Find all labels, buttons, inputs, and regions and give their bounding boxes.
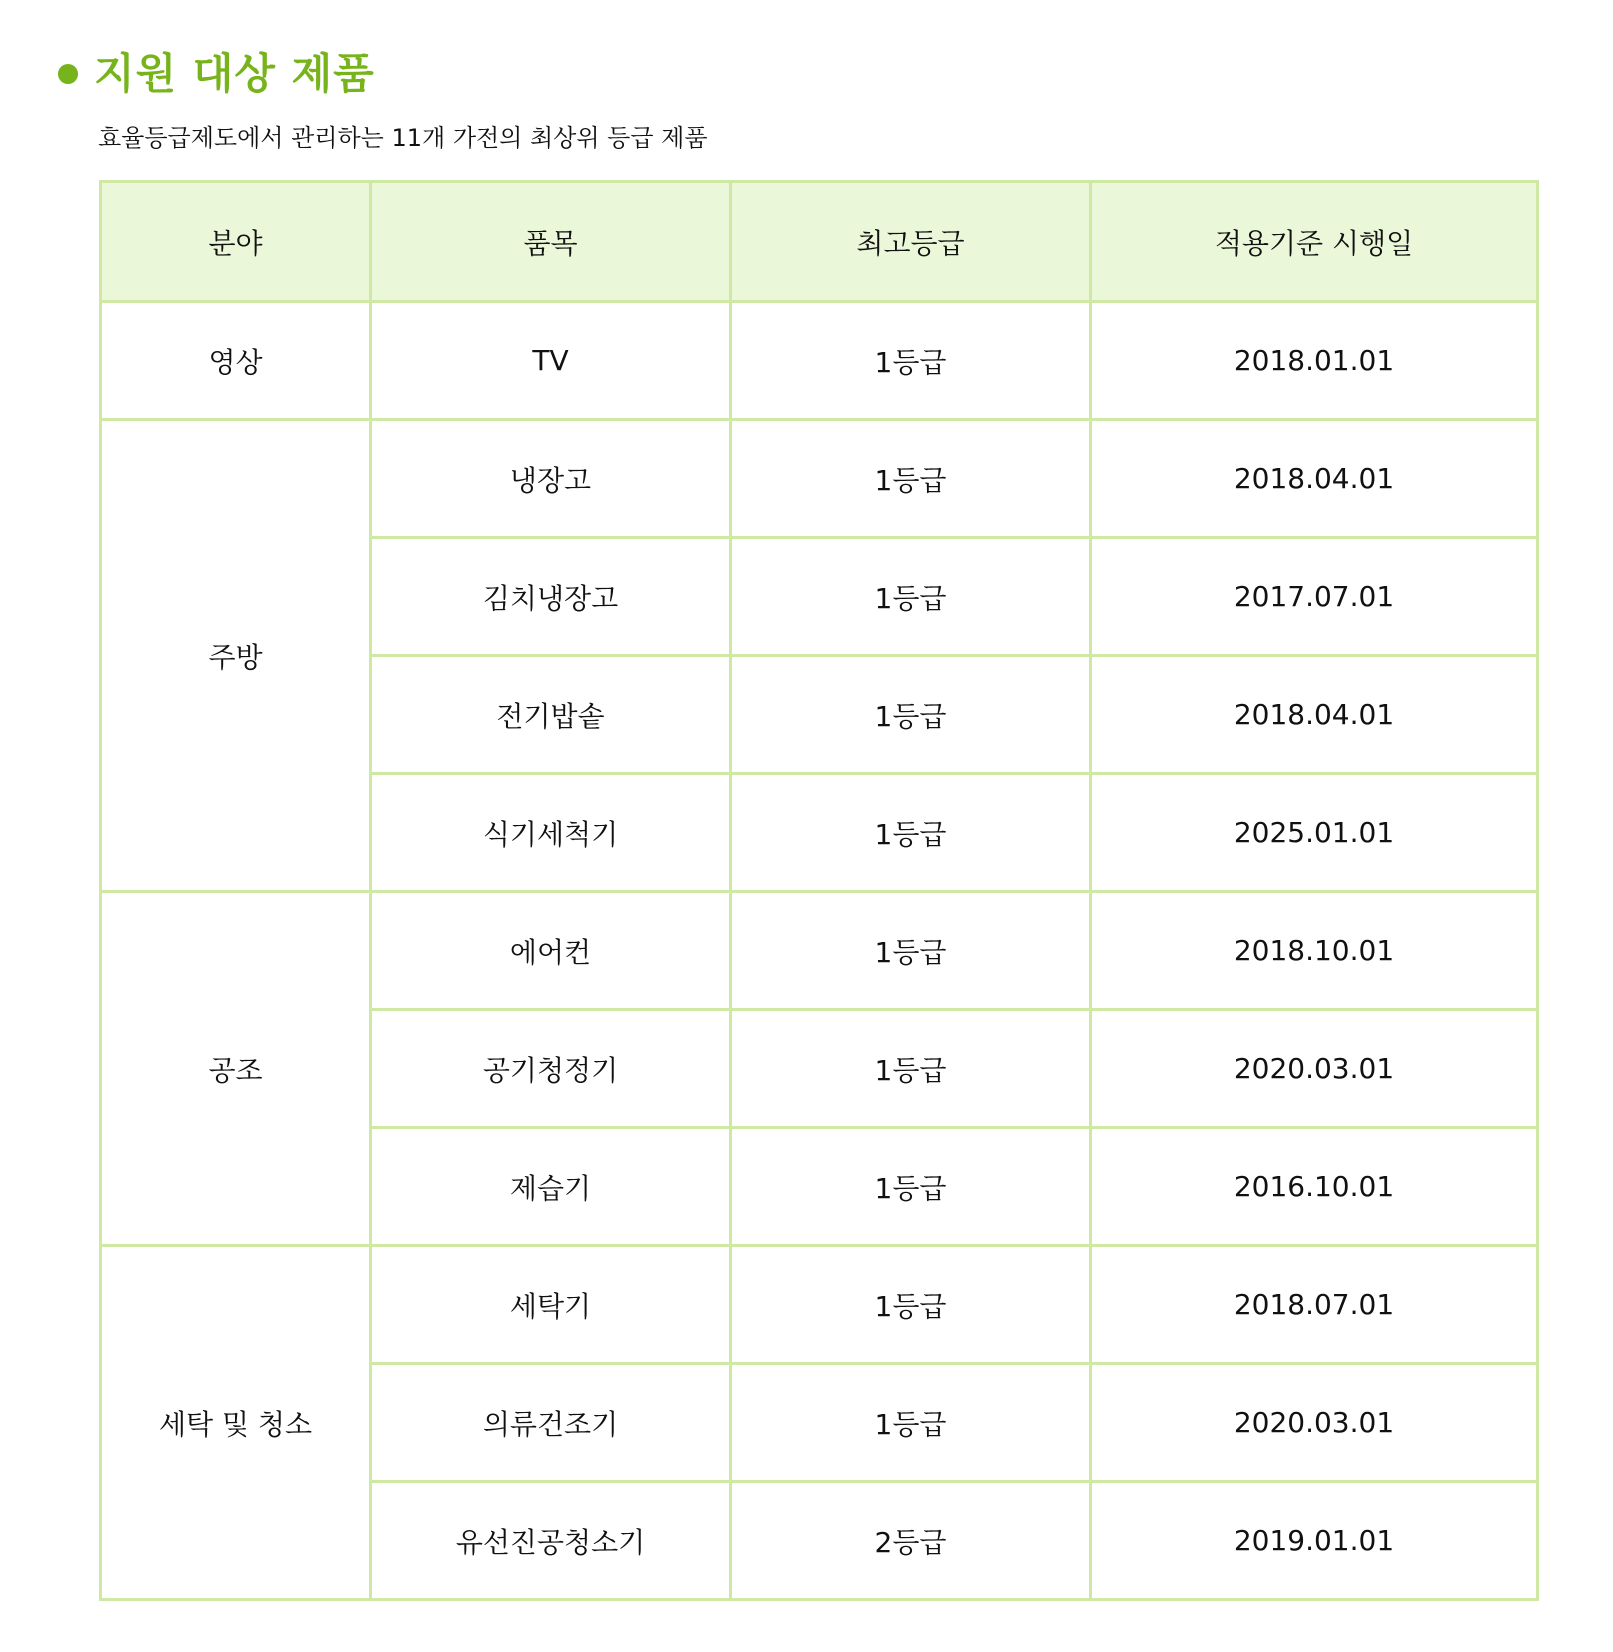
- item-cell: 김치냉장고: [371, 538, 731, 656]
- category-cell: 세탁 및 청소: [101, 1246, 371, 1600]
- item-cell: 세탁기: [371, 1246, 731, 1364]
- header-date: 적용기준 시행일: [1091, 182, 1538, 302]
- category-cell: 공조: [101, 892, 371, 1246]
- grade-cell: 1등급: [731, 1010, 1091, 1128]
- bullet-icon: [58, 64, 78, 84]
- grade-cell: 1등급: [731, 538, 1091, 656]
- item-cell: 제습기: [371, 1128, 731, 1246]
- item-cell: 유선진공청소기: [371, 1482, 731, 1600]
- item-cell: 의류건조기: [371, 1364, 731, 1482]
- products-table: [99, 180, 1539, 1601]
- section-title: 지원 대상 제품: [94, 49, 375, 98]
- item-cell: 식기세척기: [371, 774, 731, 892]
- table-row: [101, 420, 1538, 538]
- item-cell: 공기청정기: [371, 1010, 731, 1128]
- date-cell: 2019.01.01: [1091, 1482, 1538, 1600]
- grade-cell: 1등급: [731, 302, 1091, 420]
- item-cell: 전기밥솥: [371, 656, 731, 774]
- grade-cell: 1등급: [731, 656, 1091, 774]
- date-cell: 2025.01.01: [1091, 774, 1538, 892]
- date-cell: 2017.07.01: [1091, 538, 1538, 656]
- section-subtitle: 효율등급제도에서 관리하는 11개 가전의 최상위 등급 제품: [98, 124, 708, 152]
- header-item: 품목: [371, 182, 731, 302]
- date-cell: 2020.03.01: [1091, 1010, 1538, 1128]
- item-cell: TV: [371, 302, 731, 420]
- table-row: [101, 892, 1538, 1010]
- date-cell: 2018.04.01: [1091, 420, 1538, 538]
- date-cell: 2020.03.01: [1091, 1364, 1538, 1482]
- date-cell: 2018.04.01: [1091, 656, 1538, 774]
- item-cell: 냉장고: [371, 420, 731, 538]
- table-header-row: [101, 182, 1538, 302]
- table-row: [101, 302, 1538, 420]
- date-cell: 2018.01.01: [1091, 302, 1538, 420]
- grade-cell: 1등급: [731, 1128, 1091, 1246]
- category-cell: 주방: [101, 420, 371, 892]
- grade-cell: 1등급: [731, 1246, 1091, 1364]
- grade-cell: 1등급: [731, 774, 1091, 892]
- grade-cell: 1등급: [731, 1364, 1091, 1482]
- date-cell: 2018.07.01: [1091, 1246, 1538, 1364]
- grade-cell: 1등급: [731, 892, 1091, 1010]
- section-header: [58, 44, 375, 104]
- header-grade: 최고등급: [731, 182, 1091, 302]
- date-cell: 2018.10.01: [1091, 892, 1538, 1010]
- item-cell: 에어컨: [371, 892, 731, 1010]
- date-cell: 2016.10.01: [1091, 1128, 1538, 1246]
- category-cell: 영상: [101, 302, 371, 420]
- grade-cell: 2등급: [731, 1482, 1091, 1600]
- table-row: [101, 1246, 1538, 1364]
- grade-cell: 1등급: [731, 420, 1091, 538]
- header-category: 분야: [101, 182, 371, 302]
